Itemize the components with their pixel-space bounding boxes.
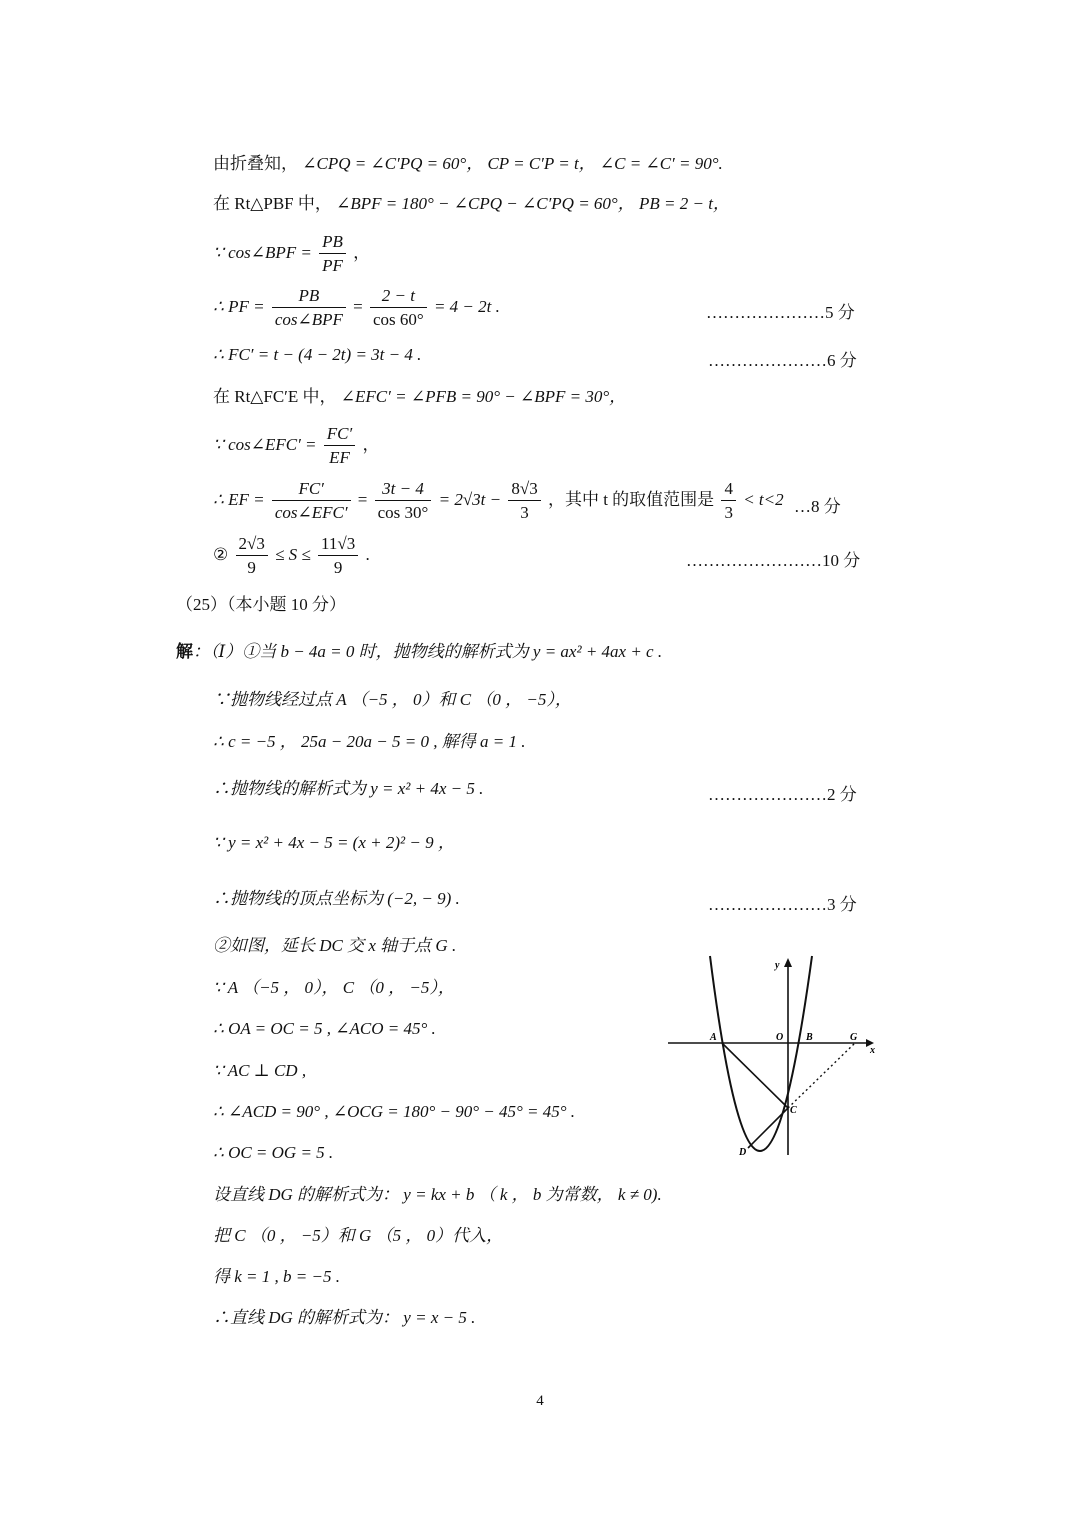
fraction-denominator: 9 — [333, 557, 343, 577]
parabola-curve — [710, 956, 812, 1151]
line-fold-angles — [213, 155, 723, 172]
fraction-denominator: 3 — [724, 502, 733, 522]
math-lead: ∴ PF = — [213, 296, 265, 316]
line-s15: ∴直线 DG 的解析式为： y = x − 5 . — [213, 1308, 476, 1327]
line-s7: ∵ A （−5 ， 0）， C （0 ， −5）， — [213, 978, 455, 997]
fraction — [272, 480, 351, 522]
math-tail: ， — [353, 242, 371, 262]
label-g: G — [850, 1032, 858, 1043]
fraction — [272, 287, 346, 329]
line-prefix: 在 Rt△PBF 中， — [213, 194, 332, 213]
math-tail: = 4 − 2t . — [433, 296, 500, 316]
score-2: …………………2 分 — [708, 785, 857, 804]
line-s10: ∴ ∠ACD = 90° , ∠OCG = 180° − 90° − 45° = 45° . — [213, 1102, 576, 1121]
parabola-figure — [660, 950, 900, 1170]
fraction — [318, 535, 358, 577]
label-a: A — [710, 1032, 717, 1043]
score-8: …8 分 — [794, 497, 841, 516]
page-number: 4 — [536, 1393, 544, 1409]
line-s5: ∴抛物线的顶点坐标为 (−2, − 9) . — [213, 889, 460, 908]
fraction-numerator: 4 — [721, 480, 736, 501]
fraction-numerator: FC′ — [272, 480, 351, 501]
math-tail: ， — [362, 434, 380, 454]
fraction-numerator: PB — [319, 233, 346, 254]
line-prefix: 在 Rt△FC′E 中， — [213, 387, 337, 406]
score-5: …………………5 分 — [706, 303, 855, 322]
label-c: C — [790, 1105, 797, 1116]
segment-ac — [722, 1043, 788, 1108]
label-o: O — [776, 1032, 784, 1043]
fraction-numerator: PB — [272, 287, 346, 308]
fraction — [375, 480, 432, 522]
fraction-denominator: PF — [322, 255, 343, 275]
line-cos-efc — [213, 425, 379, 467]
fraction-denominator: EF — [329, 447, 350, 467]
solution-label: 解 — [176, 642, 193, 661]
fraction-numerator: FC′ — [324, 425, 355, 446]
line-fc-prime: ∴ FC′ = t − (4 − 2t) = 3t − 4 . — [213, 345, 422, 364]
math-expression: ∠BPF = 180° − ∠CPQ − ∠C′PQ = 60°， PB = 2 − t， — [336, 194, 730, 213]
math-lead: ∵ cos∠EFC′ = — [213, 434, 317, 454]
score-10: ……………………10 分 — [686, 551, 861, 570]
label-x: x — [870, 1045, 875, 1056]
line-s2: ∴ c = −5 ， 25a − 20a − 5 = 0 , 解得 a = 1 . — [213, 732, 526, 751]
segment-cg-dotted — [788, 1043, 855, 1108]
label-b: B — [806, 1032, 813, 1043]
fraction-denominator: cos∠EFC′ — [274, 502, 348, 522]
label-y: y — [775, 960, 780, 971]
line-prefix: 由折叠知， — [213, 154, 298, 173]
fraction — [508, 480, 540, 522]
fraction-numerator: 2√3 — [236, 535, 268, 556]
line-s14: 得 k = 1 , b = −5 . — [213, 1267, 340, 1286]
math-expression: ∠EFC′ = ∠PFB = 90° − ∠BPF = 30°， — [340, 387, 627, 406]
score-3: …………………3 分 — [708, 895, 857, 914]
question-25-header: （25）（本小题 10 分） — [176, 595, 346, 614]
math-lead: ∵ cos∠BPF = — [213, 242, 312, 262]
line-s6: ②如图，延长 DC 交 x 轴于点 G . — [213, 936, 457, 955]
line-triangle-pbf — [213, 195, 730, 212]
math-mid: = 2√3t − — [438, 489, 502, 509]
label-d: D — [739, 1147, 747, 1158]
fraction — [324, 425, 355, 467]
fraction — [319, 233, 346, 275]
fraction-denominator: cos 60° — [372, 309, 424, 329]
line-s3: ∴抛物线的解析式为 y = x² + 4x − 5 . — [213, 779, 484, 798]
line-s1: ∵抛物线经过点 A （−5 ， 0）和 C （0 ， −5）， — [213, 690, 572, 709]
fraction — [236, 535, 268, 577]
fraction-denominator: cos∠BPF — [274, 309, 343, 329]
fraction-numerator: 11√3 — [318, 535, 358, 556]
fraction-denominator: 3 — [520, 502, 529, 522]
score-6: …………………6 分 — [708, 351, 857, 370]
segment-cd — [748, 1108, 788, 1148]
math-mid: ≤ S ≤ — [275, 544, 311, 564]
range-text: ，其中 t 的取值范围是 — [547, 489, 715, 509]
line-s9: ∵ AC ⊥ CD , — [213, 1061, 307, 1080]
math-lead: ∴ EF = — [213, 489, 265, 509]
fraction — [721, 480, 736, 522]
fraction-numerator: 8√3 — [508, 480, 540, 501]
y-axis-arrow — [784, 958, 792, 967]
fraction-denominator: 9 — [247, 557, 256, 577]
fraction — [370, 287, 427, 329]
fraction-numerator: 2 − t — [370, 287, 427, 308]
line-s13: 把 C （0 ， −5）和 G （5 ， 0）代入， — [213, 1226, 504, 1245]
line-s11: ∴ OC = OG = 5 . — [213, 1143, 334, 1162]
math-tail: . — [365, 544, 370, 564]
fraction-numerator: 3t − 4 — [375, 480, 432, 501]
math-lead: ② — [213, 544, 229, 564]
math-expression: ∠CPQ = ∠C′PQ = 60°， CP = C′P = t， ∠C = ∠C′ = 90°. — [302, 154, 723, 173]
solution-text: ：（Ⅰ）①当 b − 4a = 0 时，抛物线的解析式为 y = ax² + 4ax + c . — [193, 642, 663, 661]
solution-intro — [176, 643, 662, 660]
fraction-denominator: cos 30° — [377, 502, 429, 522]
line-cos-bpf — [213, 233, 370, 275]
range-tail: < t<2 — [743, 489, 784, 509]
line-pf: ∴ PF = $\frac{PB}{\text{cos∠BPF}}$ = $\frac{2 - t}{\cos 60^\circ}$ = 4 − 2t . — [213, 286, 500, 329]
line-s-range — [213, 535, 370, 577]
line-s8: ∴ OA = OC = 5 , ∠ACO = 45° . — [213, 1019, 436, 1038]
line-ef: ∴ EF = $\frac{FC'}{\text{cos∠EFC′}}$ = $\frac{3t - 4}{\cos 30^\circ}$ = 2√3t − $\frac{8√3}{3}$ ，其中 t 的取值范围是 $\frac{4}{3}$ < t<2 — [213, 479, 784, 522]
line-triangle-fce — [213, 388, 626, 405]
line-s4: ∵ y = x² + 4x − 5 = (x + 2)² − 9 ， — [213, 833, 455, 852]
line-s12: 设直线 DG 的解析式为： y = kx + b （ k ， b 为常数， k ≠ 0). — [213, 1185, 662, 1204]
